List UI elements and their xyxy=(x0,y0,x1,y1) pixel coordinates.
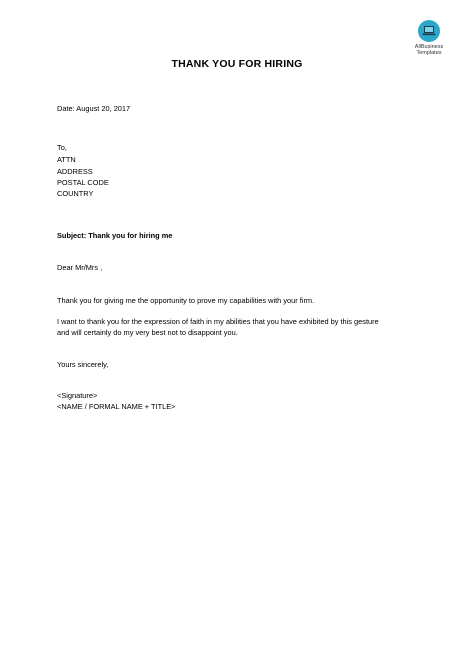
name-title-placeholder: <NAME / FORMAL NAME + TITLE> xyxy=(57,402,176,411)
closing: Yours sincerely, xyxy=(57,360,109,369)
subject-line: Subject: Thank you for hiring me xyxy=(57,231,173,240)
recipient-to: To, xyxy=(57,143,67,152)
recipient-attn: ATTN xyxy=(57,155,76,164)
recipient-address: ADDRESS xyxy=(57,167,93,176)
recipient-postal-code: POSTAL CODE xyxy=(57,178,109,187)
paragraph-1: Thank you for giving me the opportunity to prove my capabilities with your firm. xyxy=(57,296,315,305)
laptop-icon xyxy=(418,20,440,42)
paragraph-2-line-1: I want to thank you for the expression of faith in my abilities that you have exhibited by this gesture xyxy=(57,317,379,326)
allbusiness-logo xyxy=(404,20,454,56)
salutation: Dear Mr/Mrs , xyxy=(57,263,103,272)
document-title: THANK YOU FOR HIRING xyxy=(171,58,303,70)
signature-placeholder: <Signature> xyxy=(57,391,98,400)
recipient-country: COUNTRY xyxy=(57,189,94,198)
date-line: Date: August 20, 2017 xyxy=(57,104,131,113)
paragraph-2-line-2: and will certainly do my very best not to disappoint you. xyxy=(57,328,238,337)
logo-text: AllBusiness Templates xyxy=(414,44,444,56)
